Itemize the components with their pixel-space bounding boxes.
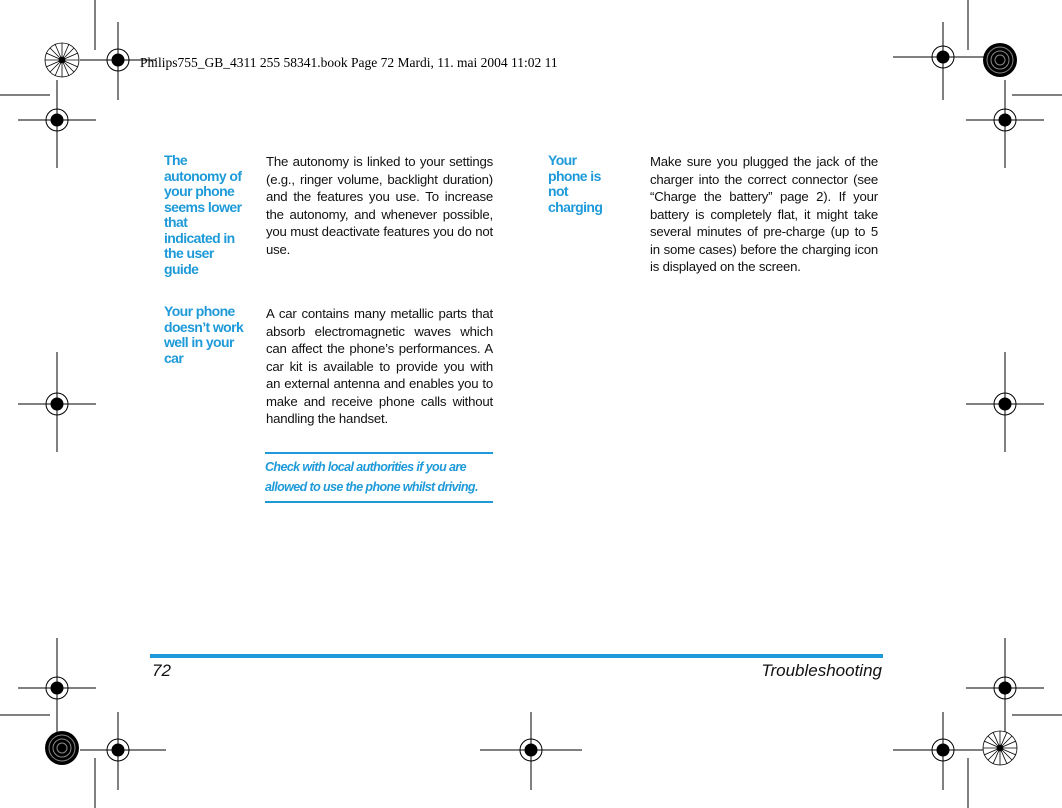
- registration-mark-left-upper: [18, 80, 96, 168]
- registration-mark-left-middle: [18, 352, 96, 452]
- registration-mark-bottom-left: [80, 712, 166, 790]
- registration-mark-right-middle: [966, 352, 1044, 452]
- registration-mark-bottom-right: [893, 712, 993, 790]
- registration-mark-bottom-center: [480, 712, 582, 790]
- entry-body-car: A car contains many metallic parts that absorb electromagnetic waves which can affect the phone’s performances. A car kit is available to provide you with an external antenna and enables you to make and receive phone calls without handling the handset.: [266, 306, 493, 426]
- section-title: Troubleshooting: [761, 661, 882, 680]
- entry-heading-autonomy: The autonomy of your phone seems lower that indicated in the user guide: [164, 152, 242, 277]
- star-target-bottom-right: [983, 731, 1017, 765]
- footer-rule: [150, 654, 883, 658]
- concentric-target-top-right: [983, 43, 1017, 77]
- book-info-header: Philips755_GB_4311 255 58341.book Page 72 Mardi, 11. mai 2004 11:02 11: [140, 55, 558, 70]
- registration-mark-right-upper: [966, 80, 1044, 168]
- star-target-top-left: [45, 43, 79, 77]
- registration-mark-top-right: [893, 22, 993, 100]
- concentric-target-bottom-left: [45, 731, 79, 765]
- registration-mark-right-lower: [966, 638, 1044, 740]
- registration-mark-left-lower: [18, 638, 96, 740]
- entry-body-charging: Make sure you plugged the jack of the charger into the correct connector (see “Charge the battery” page 2). If your battery is completely flat, it might take several minutes of pre-charge (up to 5 in some cases) before the charging icon is displayed on the screen.: [650, 154, 878, 274]
- entry-heading-car: Your phone doesn’t work well in your car: [164, 303, 244, 366]
- driving-note: Check with local authorities if you are allowed to use the phone whilst driving.: [265, 452, 493, 503]
- page-number: 72: [152, 661, 171, 680]
- entry-body-autonomy: The autonomy is linked to your settings (e.g., ringer volume, backlight duration) and the features you use. To increase the autonomy, and whenever possible, you must deactivate features you do not use.: [266, 154, 493, 257]
- entry-heading-charging: Your phone is not charging: [548, 152, 603, 215]
